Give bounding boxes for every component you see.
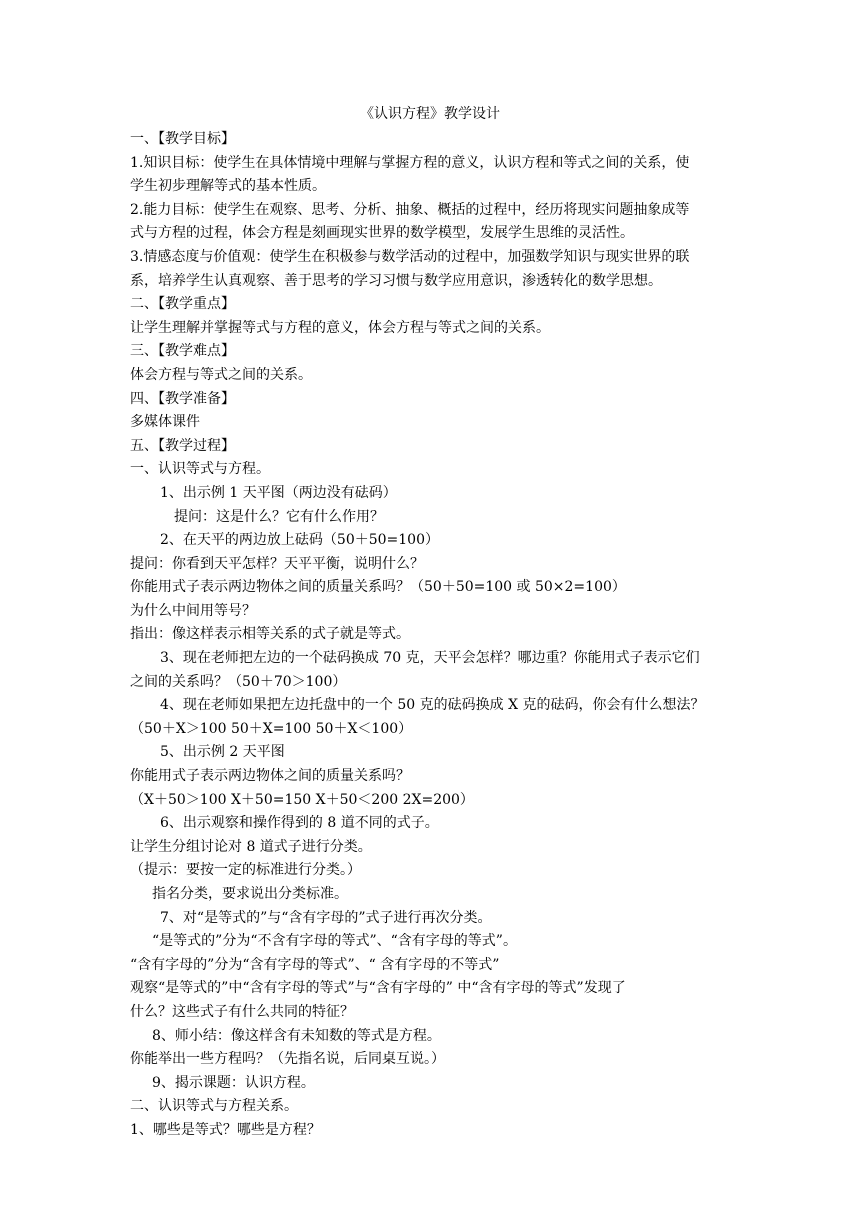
paragraph-line: 1.知识目标：使学生在具体情境中理解与掌握方程的意义，认识方程和等式之间的关系，使	[130, 154, 690, 171]
step-line: 6、出示观察和操作得到的 8 道不同的式子。	[160, 815, 439, 832]
paragraph-line: 让学生理解并掌握等式与方程的意义，体会方程与等式之间的关系。	[130, 319, 550, 336]
paragraph-line: （提示：要按一定的标准进行分类。）	[130, 862, 361, 879]
paragraph-line: “是等式的”分为“不含有字母的等式”、“含有字母的等式”。	[152, 933, 517, 950]
document-body	[130, 128, 732, 1143]
section-heading-preparation: 四、【教学准备】	[130, 390, 235, 407]
paragraph-line: 之间的关系吗？（50＋70＞100）	[130, 673, 347, 690]
paragraph-line: 多媒体课件	[130, 414, 200, 431]
paragraph-line: 指名分类，要求说出分类标准。	[152, 886, 348, 902]
subsection-heading: 二、认识等式与方程关系。	[130, 1098, 298, 1115]
paragraph-line: 体会方程与等式之间的关系。	[130, 366, 312, 383]
paragraph-line: 让学生分组讨论对 8 道式子进行分类。	[130, 838, 372, 855]
paragraph-line: 你能用式子表示两边物体之间的质量关系吗？（50＋50=100 或 50×2=100）	[130, 579, 626, 596]
paragraph-line: 为什么中间用等号？	[130, 602, 256, 619]
step-line: 4、现在老师如果把左边托盘中的一个 50 克的砝码换成 X 克的砝码，你会有什么想法？	[160, 697, 705, 714]
paragraph-line: 1、哪些是等式？哪些是方程？	[130, 1121, 321, 1138]
section-heading-goals: 一、【教学目标】	[130, 131, 235, 147]
step-line: 7、对“是等式的”与“含有字母的”式子进行再次分类。	[160, 909, 492, 926]
paragraph-line: 你能举出一些方程吗？（先指名说，后同桌互说。）	[130, 1051, 445, 1068]
document-title: 《认识方程》教学设计	[360, 106, 500, 122]
section-heading-difficulties: 三、【教学难点】	[130, 343, 235, 360]
paragraph-line: 2.能力目标：使学生在观察、思考、分析、抽象、概括的过程中，经历将现实问题抽象成等	[130, 201, 690, 218]
section-heading-key-points: 二、【教学重点】	[130, 296, 235, 313]
paragraph-line: “含有字母的”分为“含有字母的等式”、“ 含有字母的不等式”	[130, 956, 500, 973]
paragraph-line: 指出：像这样表示相等关系的式子就是等式。	[130, 626, 410, 643]
paragraph-line: 你能用式子表示两边物体之间的质量关系吗？	[130, 768, 410, 785]
paragraph-line: 式与方程的过程，体会方程是刻画现实世界的数学模型，发展学生思维的灵活性。	[130, 225, 634, 242]
section-heading-process: 五、【教学过程】	[130, 437, 235, 454]
step-line: 3、现在老师把左边的一个砝码换成 70 克，天平会怎样？哪边重？你能用式子表示它们	[160, 650, 700, 667]
paragraph-line: 学生初步理解等式的基本性质。	[130, 178, 326, 195]
step-line: 9、揭示课题：认识方程。	[152, 1074, 315, 1091]
paragraph-line: 提问：这是什么？它有什么作用？	[174, 508, 384, 525]
step-line: 5、出示例 2 天平图	[160, 744, 285, 761]
paragraph-line: 观察“是等式的”中“含有字母的等式”与“含有字母的” 中“含有字母的等式”发现了	[130, 980, 626, 997]
paragraph-line: 3.情感态度与价值观：使学生在积极参与数学活动的过程中，加强数学知识与现实世界的联	[130, 248, 690, 265]
paragraph-line: （X＋50＞100 X＋50=150 X＋50＜200 2X=200）	[130, 791, 474, 808]
paragraph-line: 提问：你看到天平怎样？天平平衡，说明什么？	[130, 555, 424, 572]
step-line: 8、师小结：像这样含有未知数的等式是方程。	[152, 1027, 441, 1044]
paragraph-line: 系，培养学生认真观察、善于思考的学习习惯与数学应用意识，渗透转化的数学思想。	[130, 272, 662, 289]
subsection-heading: 一、认识等式与方程。	[130, 461, 270, 478]
paragraph-line: （50＋X＞100 50＋X=100 50＋X＜100）	[130, 720, 413, 737]
step-line: 2、在天平的两边放上砝码（50＋50=100）	[160, 532, 439, 549]
step-line: 1、出示例 1 天平图（两边没有砝码）	[160, 484, 397, 501]
paragraph-line: 什么？这些式子有什么共同的特征？	[130, 1003, 354, 1020]
